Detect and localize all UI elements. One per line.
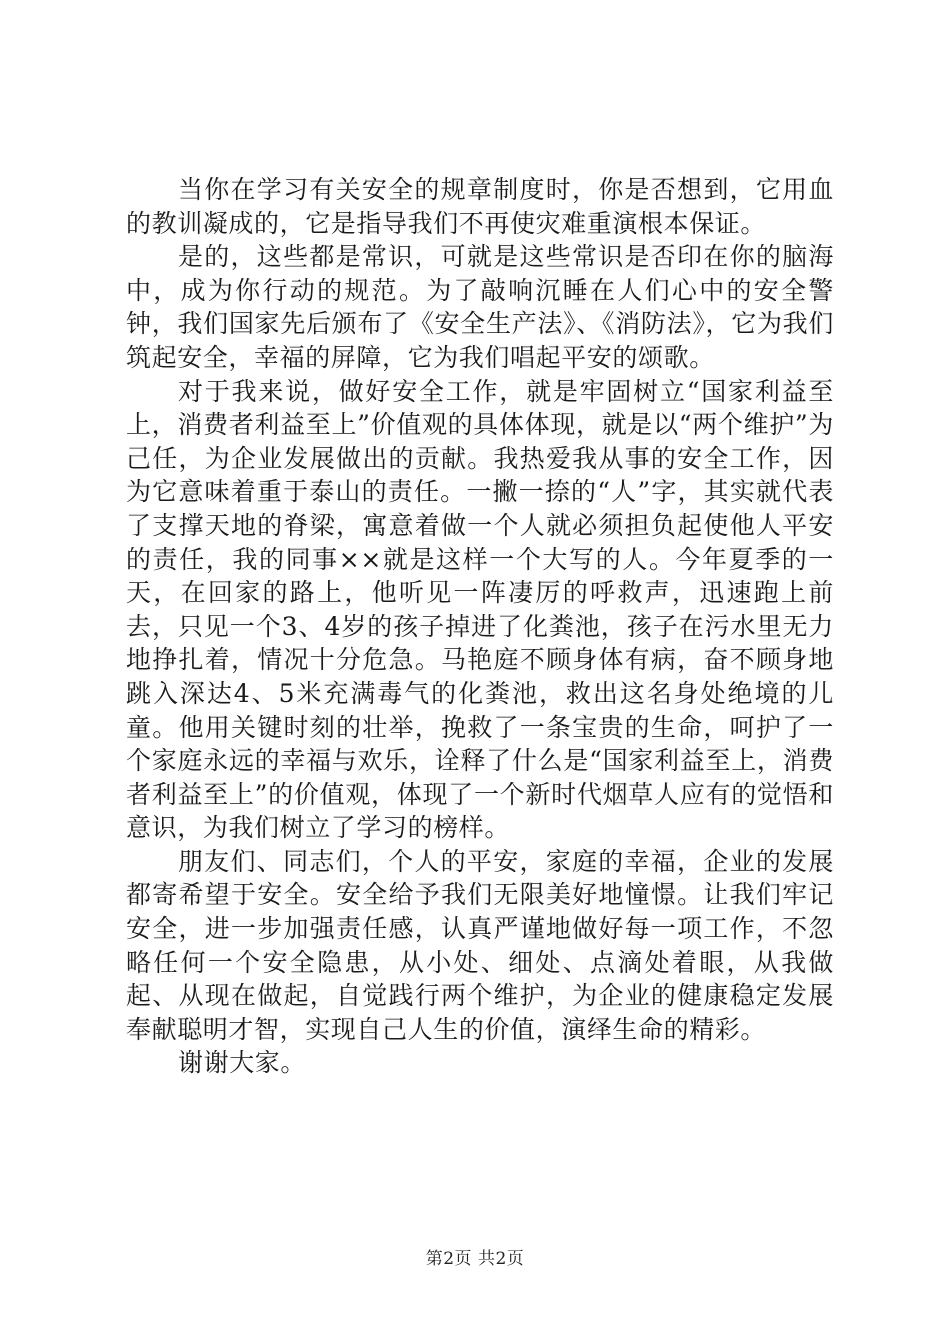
closing-line: 谢谢大家。: [178, 1048, 307, 1078]
body-text: [126, 173, 834, 1080]
paragraph: 当你在学习有关安全的规章制度时，你是否想到，它用血的教训凝成的，它是指导我们不再使灾难重演根本保证。: [126, 175, 834, 238]
paragraph: 朋友们、同志们，个人的平安，家庭的幸福，企业的发展都寄希望于安全。安全给予我们无限美好地憧憬。让我们牢记安全，进一步加强责任感，认真严谨地做好每一项工作，不忽略任何一个安全隐患，从小处、细处、点滴处着眼，从我做起、从现在做起，自觉践行两个维护，为企业的健康稳定发展奉献聪明才智，实现自己人生的价值，演绎生命的精彩。: [126, 846, 834, 1044]
paragraph: 是的，这些都是常识，可就是这些常识是否印在你的脑海中，成为你行动的规范。为了敲响沉睡在人们心中的安全警钟，我们国家先后颁布了《安全生产法》、《消防法》，它为我们筑起安全，幸福的屏障，它为我们唱起平安的颂歌。: [126, 242, 834, 372]
page-number-footer: 第2页 共2页: [425, 1249, 525, 1269]
paragraph: 对于我来说，做好安全工作，就是牢固树立“国家利益至上，消费者利益至上”价值观的具体体现，就是以“两个维护”为己任，为企业发展做出的贡献。我热爱我从事的安全工作，因为它意味着重于泰山的责任。一撇一捺的“人”字，其实就代表了支撑天地的脊梁，寓意着做一个人就必须担负起使他人平安的责任，我的同事××就是这样一个大写的人。今年夏季的一天，在回家的路上，他听见一阵凄厉的呼救声，迅速跑上前去，只见一个3、4岁的孩子掉进了化粪池，孩子在污水里无力地挣扎着，情况十分危急。马艳庭不顾身体有病，奋不顾身地跳入深达4、5米充满毒气的化粪池，救出这名身处绝境的儿童。他用关键时刻的壮举，挽救了一条宝贵的生命，呵护了一个家庭永远的幸福与欢乐，诠释了什么是“国家利益至上，消费者利益至上”的价值观，体现了一个新时代烟草人应有的觉悟和意识，为我们树立了学习的榜样。: [126, 376, 834, 843]
